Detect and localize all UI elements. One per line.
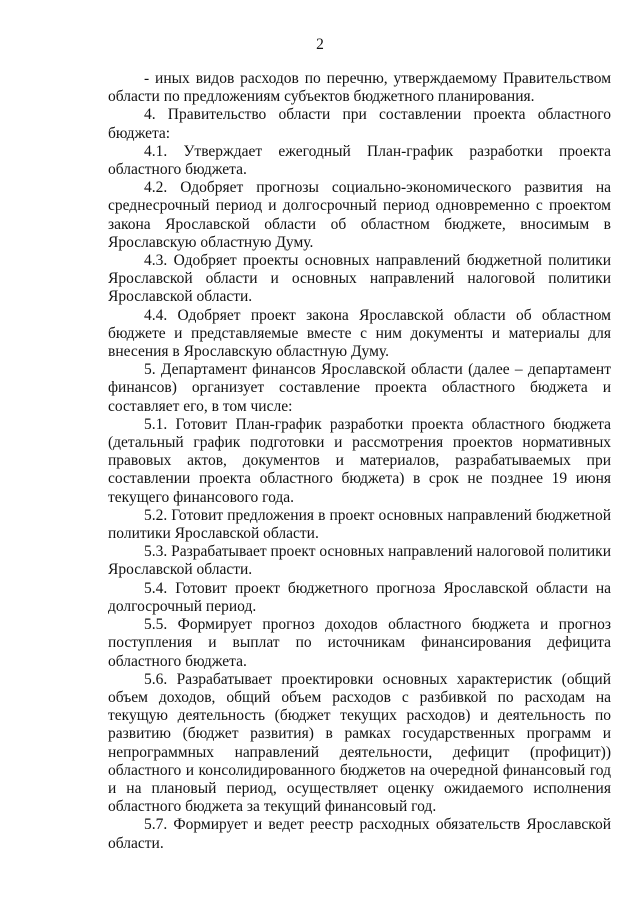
paragraph-4-4: 4.4. Одобряет проект закона Ярославской области об областном бюджете и представляемые вместе с ним документы и материалы для внесения в Ярославскую областную Думу. [108,306,611,361]
paragraph-5-6: 5.6. Разрабатывает проектировки основных характеристик (общий объем доходов, общий объем расходов с разбивкой по расходам на текущую деятельность (бюджет текущих расходов) и деятельность по развитию (бюджет развития) в рамках государственных программ и непрограммных направлений деятельности, дефицит (профицит)) областного и консолидированного бюджетов на очередной финансовый год и на плановый период, осуществляет оценку ожидаемого исполнения областного бюджета за текущий финансовый год. [108,670,611,816]
paragraph-5-4: 5.4. Готовит проект бюджетного прогноза Ярославской области на долгосрочный период. [108,579,611,615]
paragraph-other-expenses: - иных видов расходов по перечню, утверждаемому Правительством области по предложениям субъектов бюджетного планирования. [108,70,611,106]
paragraph-5-5: 5.5. Формирует прогноз доходов областного бюджета и прогноз поступления и выплат по источникам финансирования дефицита областного бюджета. [108,616,611,670]
document-body [108,70,611,853]
page-number: 2 [316,36,324,53]
paragraph-5-7: 5.7. Формирует и ведет реестр расходных обязательств Ярославской области. [108,816,611,852]
paragraph-4: 4. Правительство области при составлении проекта областного бюджета: [108,106,611,142]
paragraph-5: 5. Департамент финансов Ярославской области (далее – департамент финансов) организует составление проекта областного бюджета и составляет его, в том числе: [108,361,611,415]
paragraph-4-2: 4.2. Одобряет прогнозы социально-экономического развития на среднесрочный период и долгосрочный период одновременно с проектом закона Ярославской области об областном бюджете, вносимым в Ярославскую областную Думу. [108,179,611,251]
paragraph-5-3: 5.3. Разрабатывает проект основных направлений налоговой политики Ярославской области. [108,543,611,579]
paragraph-4-3: 4.3. Одобряет проекты основных направлений бюджетной политики Ярославской области и основных направлений налоговой политики Ярославской области. [108,252,611,306]
paragraph-5-1: 5.1. Готовит План-график разработки проекта областного бюджета (детальный график подготовки и рассмотрения проектов нормативных правовых актов, документов и материалов, разрабатываемых при составлении проекта областного бюджета) в срок не позднее 19 июня текущего финансового года. [108,415,611,506]
paragraph-4-1: 4.1. Утверждает ежегодный План-график разработки проекта областного бюджета. [108,142,611,179]
paragraph-5-2: 5.2. Готовит предложения в проект основных направлений бюджетной политики Ярославской области. [108,506,611,543]
